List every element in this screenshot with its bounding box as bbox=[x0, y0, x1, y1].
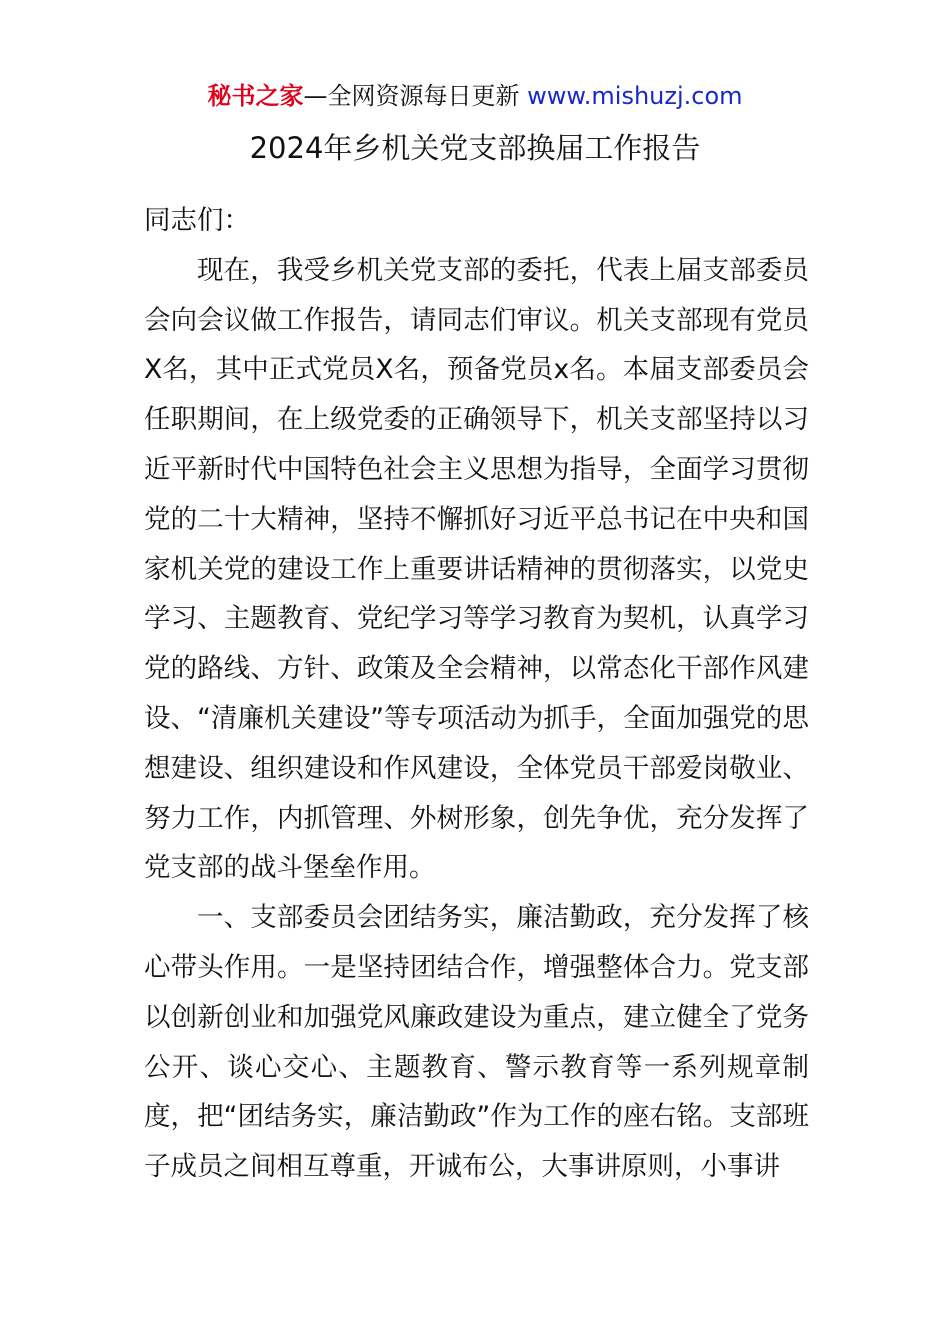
header-tagline: —全网资源每日更新 bbox=[303, 82, 528, 110]
salutation: 同志们： bbox=[144, 205, 250, 236]
paragraph-intro: 现在，我受乡机关党支部的委托，代表上届支部委员会向会议做工作报告，请同志们审议。机关支部现有党员X名，其中正式党员X名，预备党员x名。本届支部委员会任职期间，在上级党委的正确领导下，机关支部坚持以习近平新时代中国特色社会主义思想为指导，全面学习贯彻党的二十大精神，坚持不懈抓好习近平总书记在中央和国家机关党的建设工作上重要讲话精神的贯彻落实，以党史学习、主题教育、党纪学习等学习教育为契机，认真学习党的路线、方针、政策及全会精神，以常态化干部作风建设、“清廉机关建设”等专项活动为抓手，全面加强党的思想建设、组织建设和作风建设，全体党员干部爱岗敬业、努力工作，内抓管理、外树形象，创先争优，充分发挥了党支部的战斗堡垒作用。 bbox=[144, 254, 809, 884]
paragraph-section-one: 一、支部委员会团结务实，廉洁勤政，充分发挥了核心带头作用。一是坚持团结合作，增强整体合力。党支部以创新创业和加强党风廉政建设为重点，建立健全了党务公开、谈心交心、主题教育、警示教育等一系列规章制度，把“团结务实，廉洁勤政”作为工作的座右铭。支部班子成员之间相互尊重，开诚布公，大事讲原则，小事讲 bbox=[144, 902, 809, 1183]
document-body bbox=[144, 196, 809, 1192]
brand-name: 秘书之家 bbox=[207, 82, 304, 110]
site-url-link[interactable]: www.mishuzj.com bbox=[527, 82, 743, 110]
site-header bbox=[0, 80, 950, 112]
document-title: 2024年乡机关党支部换届工作报告 bbox=[249, 131, 701, 165]
